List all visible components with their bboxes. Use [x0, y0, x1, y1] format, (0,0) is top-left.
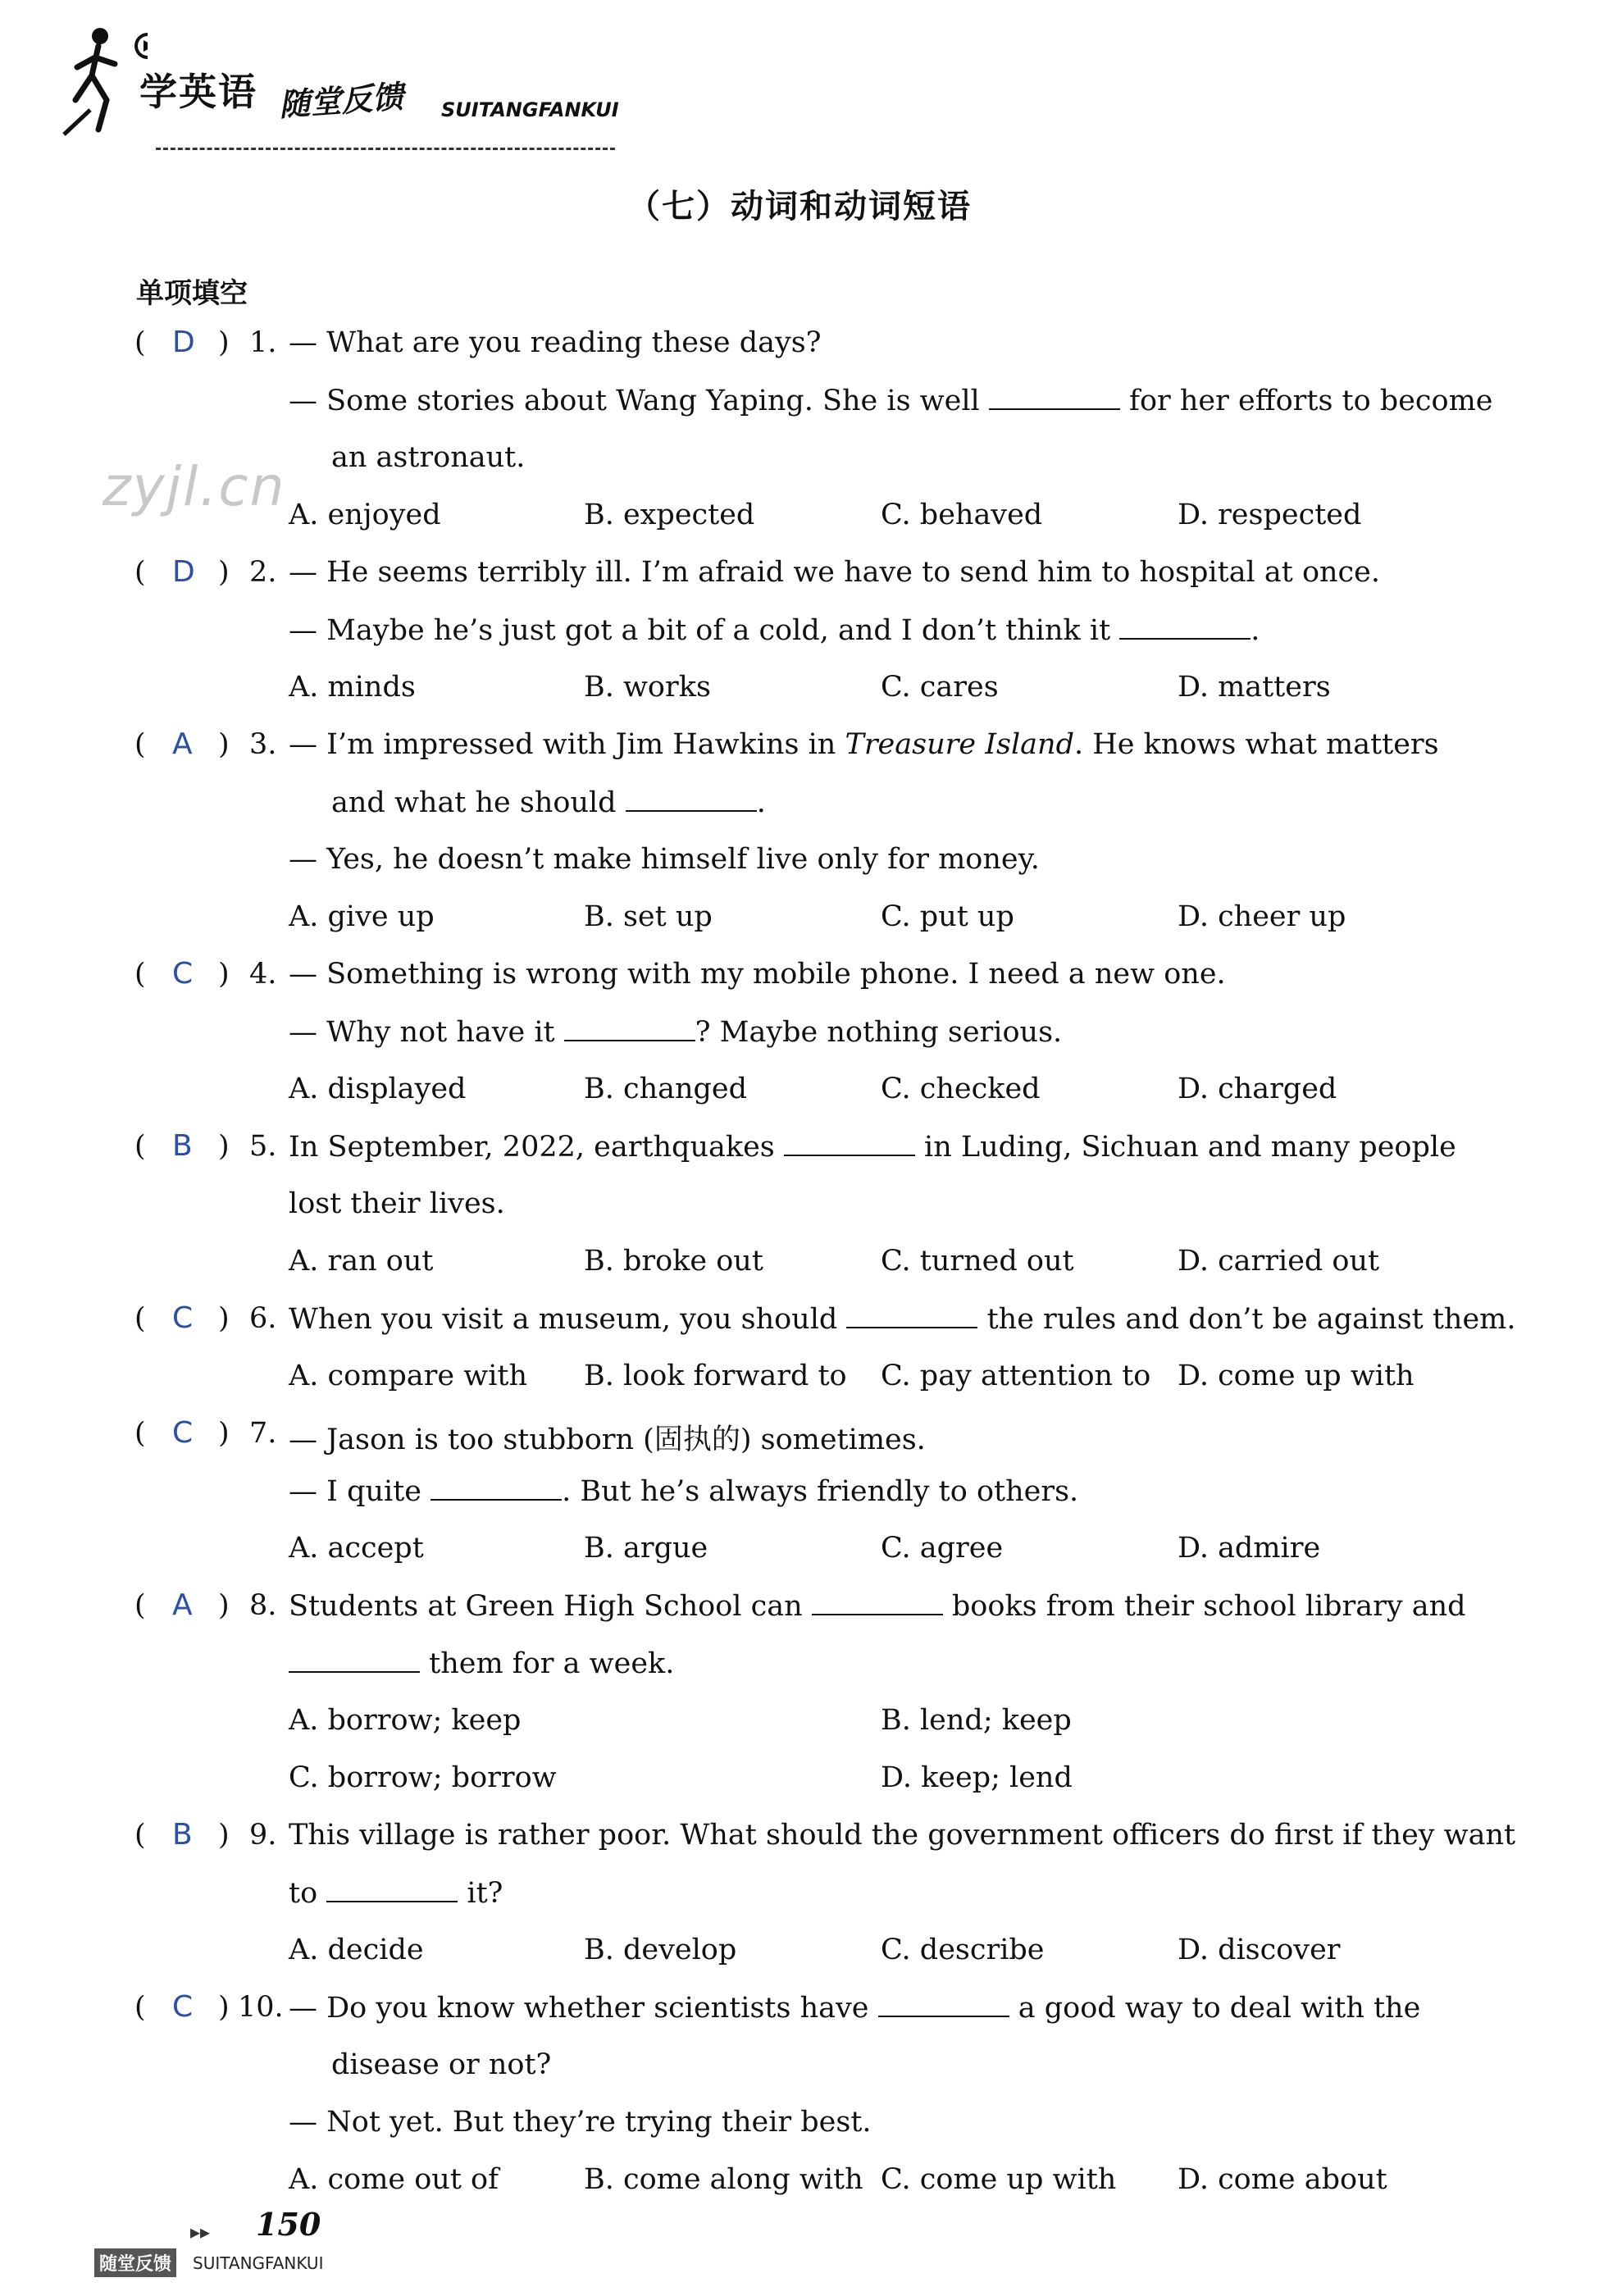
- question-text: — I’m impressed with Jim Hawkins in Treasure Island. He knows what matters: [289, 728, 1439, 761]
- option: C. agree: [881, 1532, 1004, 1565]
- option: A. ran out: [289, 1245, 434, 1278]
- footer-tag: 随堂反馈: [94, 2248, 176, 2277]
- answer-blank: [989, 384, 1120, 410]
- option: A. compare with: [289, 1360, 527, 1392]
- question-text: and what he should .: [331, 786, 766, 819]
- answer-1: D: [172, 326, 195, 359]
- question-number: 2.: [249, 556, 277, 589]
- question-number: 10.: [238, 1991, 284, 2024]
- question-number: 3.: [249, 728, 277, 761]
- question-text: to it?: [289, 1877, 503, 1910]
- question-number: 8.: [249, 1589, 277, 1622]
- option: A. accept: [289, 1532, 424, 1565]
- option: C. cares: [881, 671, 999, 704]
- header-divider: [156, 148, 615, 150]
- question-text: Students at Green High School can books from their school library and: [289, 1590, 1466, 1623]
- option: C. borrow; borrow: [289, 1761, 557, 1794]
- answer-6: C: [172, 1301, 194, 1335]
- answer-blank: [784, 1130, 915, 1156]
- question-text: This village is rather poor. What should the government officers do first if they want: [289, 1819, 1516, 1852]
- option: D. matters: [1178, 671, 1331, 704]
- option: B. develop: [584, 1934, 737, 1966]
- option: D. keep; lend: [881, 1761, 1073, 1794]
- option: D. discover: [1178, 1934, 1341, 1966]
- question-text: When you visit a museum, you should the rules and don’t be against them.: [289, 1303, 1516, 1336]
- answer-9: B: [172, 1818, 193, 1852]
- answer-blank: [812, 1589, 943, 1615]
- option: C. describe: [881, 1934, 1045, 1966]
- option: B. come along with: [584, 2163, 863, 2196]
- option: C. behaved: [881, 499, 1043, 531]
- answer-5: B: [172, 1129, 193, 1163]
- question-number: 9.: [249, 1819, 277, 1852]
- option: C. checked: [881, 1073, 1041, 1105]
- answer-10: C: [172, 1990, 194, 2024]
- option: C. come up with: [881, 2163, 1117, 2196]
- brand-subtitle: 随堂反馈: [277, 77, 405, 124]
- page: 学英语 随堂反馈 SUITANGFANKUI （七）动词和动词短语 单项填空 zyjl.cn ( D ) 1. — What are you reading these days? — Some stories about Wang Yaping. She is well for her efforts to become an astronaut. A. enjoyed B. expected C. behaved D. respected ( D ) 2. — He seems terribly ill. I’m afraid we have to send him to hospital at once. — Maybe he’s just got a bit of a cold, and I don’t think it . A. minds B. works C. cares D. matters ( A ) 3. — I’m impressed with Jim Hawkins in Treasure Island. He knows what matters and what he should . — Yes, he doesn’t make himself live only for money. A. give up B. set up C. put up D. cheer up ( C ) 4. — Something is wrong with my mobile phone. I need a new one. — Why not have it ? Maybe nothing serious. A. displayed B. changed C. checked D. charged ( B ) 5. In September, 2022, earthquakes in Luding, Sichuan and many people lost their lives. A. ran out B. broke out C. turned out D. carried out ( C ) 6. When you visit a museum, you should the rules and don’t be against them. A. compare with B. look forward to C. pay attention to D. come up with ( C ) 7. — Jason is too stubborn (固执的) sometimes. — I quite . But he’s always friendly to others. A. accept B. argue C. agree D. admire ( A ) 8. Students at Green High School can books from their school library and them for a week. A. borrow; keep B. lend; keep C. borrow; borrow D. keep; lend ( B ) 9. This village is rather poor. What should the government officers do first if they want to it? A. decide B. develop C. describe D. discover ( C ) 10. — Do you know whether scientists have a good way to deal with the disease or not? — Not yet. But they’re trying their best. A. come out of B. come along with C. come up with D. come about ▸▸ 150 随堂反馈 SUITANGFANKUI: [0, 0, 1599, 2296]
- answer-blank: [430, 1474, 562, 1501]
- question-number: 7.: [249, 1417, 277, 1450]
- page-title: （七）动词和动词短语: [627, 188, 972, 226]
- answer-blank: [846, 1302, 977, 1328]
- page-number: 150: [256, 2206, 321, 2243]
- question-text: them for a week.: [289, 1647, 674, 1680]
- option: A. borrow; keep: [289, 1704, 522, 1737]
- question-text: — Not yet. But they’re trying their best.: [289, 2106, 872, 2139]
- option: C. put up: [881, 900, 1014, 933]
- question-number: 4.: [249, 958, 277, 991]
- question-number: 1.: [249, 326, 277, 359]
- brand-english: SUITANGFANKUI: [441, 98, 619, 121]
- question-text: — Why not have it ? Maybe nothing serious.: [289, 1016, 1063, 1049]
- question-text: In September, 2022, earthquakes in Luding, Sichuan and many people: [289, 1131, 1456, 1164]
- question-text: — Jason is too stubborn (固执的) sometimes.: [289, 1424, 926, 1456]
- question-text: — Maybe he’s just got a bit of a cold, and I don’t think it .: [289, 614, 1260, 647]
- option: D. respected: [1178, 499, 1362, 531]
- option: C. pay attention to: [881, 1360, 1151, 1392]
- answer-3: A: [172, 727, 193, 761]
- option: B. lend; keep: [881, 1704, 1072, 1737]
- question-text: — Do you know whether scientists have a good way to deal with the: [289, 1992, 1421, 2025]
- option: B. look forward to: [584, 1360, 847, 1392]
- option: A. minds: [289, 671, 416, 704]
- question-number: 5.: [249, 1130, 277, 1163]
- answer-blank: [289, 1647, 420, 1673]
- option: B. set up: [584, 900, 713, 933]
- option: B. expected: [584, 499, 755, 531]
- answer-blank: [564, 1015, 695, 1041]
- answer-7: C: [172, 1416, 194, 1450]
- answer-blank: [1119, 613, 1250, 640]
- option: B. broke out: [584, 1245, 763, 1278]
- option: A. come out of: [289, 2163, 499, 2196]
- question-text: — What are you reading these days?: [289, 326, 822, 359]
- question-text: lost their lives.: [289, 1187, 505, 1220]
- question-text: — I quite . But he’s always friendly to others.: [289, 1475, 1079, 1508]
- option: A. enjoyed: [289, 499, 441, 531]
- question-text: — Some stories about Wang Yaping. She is well for her efforts to become: [289, 385, 1493, 417]
- option: D. come up with: [1178, 1360, 1414, 1392]
- option: D. admire: [1178, 1532, 1321, 1565]
- option: D. carried out: [1178, 1245, 1380, 1278]
- answer-8: A: [172, 1588, 193, 1622]
- runner-logo-icon: [57, 25, 148, 139]
- question-text: an astronaut.: [331, 441, 526, 474]
- question-text: disease or not?: [331, 2048, 552, 2081]
- footer-english: SUITANGFANKUI: [193, 2253, 324, 2273]
- question-number: 6.: [249, 1302, 277, 1335]
- option: B. argue: [584, 1532, 708, 1565]
- option: B. works: [584, 671, 711, 704]
- answer-blank: [626, 786, 757, 812]
- option: A. displayed: [289, 1073, 467, 1105]
- answer-blank: [878, 1991, 1009, 2017]
- footer-arrow-icon: ▸▸: [190, 2221, 211, 2244]
- option: C. turned out: [881, 1245, 1074, 1278]
- option: A. decide: [289, 1934, 424, 1966]
- option: D. cheer up: [1178, 900, 1346, 933]
- header: [57, 25, 648, 144]
- brand-title: 学英语: [139, 70, 257, 114]
- option: D. come about: [1178, 2163, 1387, 2196]
- question-text: — Yes, he doesn’t make himself live only for money.: [289, 843, 1040, 876]
- watermark: zyjl.cn: [102, 455, 286, 518]
- question-text: — Something is wrong with my mobile phone. I need a new one.: [289, 958, 1226, 991]
- question-text: — He seems terribly ill. I’m afraid we have to send him to hospital at once.: [289, 556, 1380, 589]
- answer-blank: [326, 1876, 458, 1902]
- answer-2: D: [172, 555, 195, 589]
- section-heading: 单项填空: [136, 277, 248, 310]
- option: B. changed: [584, 1073, 748, 1105]
- option: D. charged: [1178, 1073, 1337, 1105]
- answer-4: C: [172, 957, 194, 991]
- option: A. give up: [289, 900, 435, 933]
